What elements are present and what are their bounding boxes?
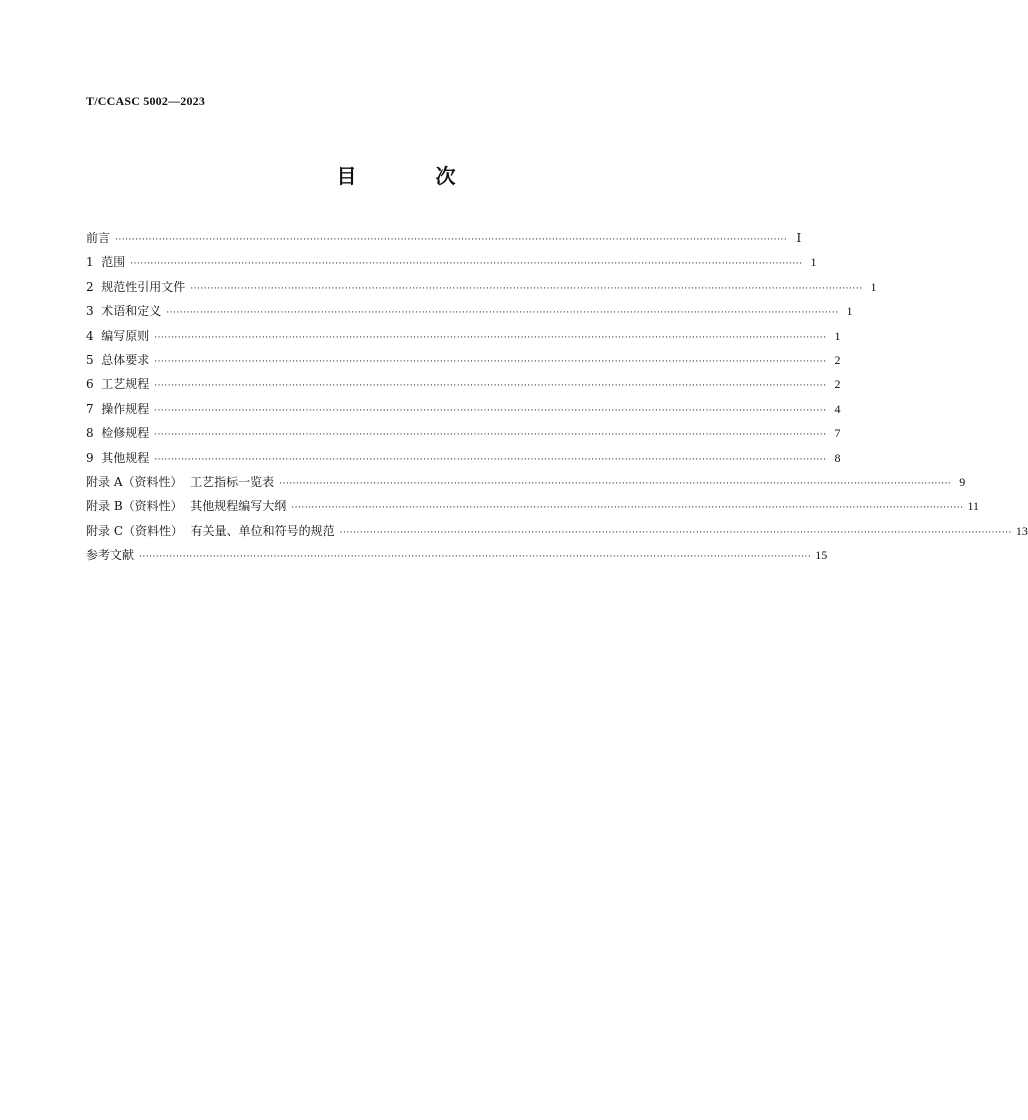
- toc-leader-dots: ········································································································································································································: [139, 552, 812, 563]
- toc-entry-label: 附录 A（资料性） 工艺指标一览表: [86, 474, 275, 489]
- toc-leader-dots: ········································································································································································································: [130, 259, 803, 270]
- toc-entry[interactable]: [86, 397, 841, 421]
- toc-entry-label: 6 工艺规程: [86, 377, 150, 392]
- toc-entry-label: 4 编写原则: [86, 328, 150, 343]
- toc-entry-page: 1: [810, 255, 817, 270]
- toc-leader-dots: ········································································································································································································: [154, 430, 827, 441]
- table-of-contents: [86, 226, 1028, 567]
- toc-entry[interactable]: [86, 494, 979, 518]
- toc-entry-label: 2 规范性引用文件: [86, 279, 186, 294]
- toc-entry-label: 前言: [86, 231, 111, 245]
- toc-entry-label: 附录 B（资料性） 其他规程编写大纲: [86, 499, 287, 514]
- toc-entry-page: 1: [870, 279, 877, 294]
- toc-entry[interactable]: [86, 324, 841, 348]
- toc-leader-dots: ········································································································································································································: [291, 503, 964, 514]
- toc-entry-page: 1: [846, 304, 853, 319]
- toc-entry-page: 1: [834, 328, 841, 343]
- toc-entry-page: 2: [834, 377, 841, 392]
- toc-entry-label: 3 术语和定义: [86, 304, 162, 319]
- toc-entry-label: 5 总体要求: [86, 352, 150, 367]
- toc-leader-dots: ········································································································································································································: [190, 283, 863, 294]
- toc-entry-page: 15: [815, 548, 828, 563]
- toc-entry-label: 9 其他规程: [86, 450, 150, 465]
- toc-entry[interactable]: [86, 421, 841, 445]
- toc-entry[interactable]: [86, 299, 853, 323]
- toc-leader-dots: ········································································································································································································: [154, 356, 827, 367]
- toc-entry-label: 8 检修规程: [86, 426, 150, 441]
- toc-leader-dots: ········································································································································································································: [166, 308, 839, 319]
- toc-entry[interactable]: [86, 446, 841, 470]
- toc-entry[interactable]: [86, 470, 966, 494]
- toc-leader-dots: ········································································································································································································: [154, 454, 827, 465]
- toc-leader-dots: ········································································································································································································: [154, 381, 827, 392]
- toc-entry-page: Ⅰ: [796, 231, 802, 245]
- page-title: 目 次: [336, 164, 492, 188]
- toc-entry-label: 7 操作规程: [86, 401, 150, 416]
- toc-entry-page: 8: [834, 450, 841, 465]
- toc-entry-label: 1 范围: [86, 255, 126, 270]
- toc-leader-dots: ········································································································································································································: [339, 527, 1012, 538]
- toc-entry-page: 9: [959, 474, 966, 489]
- toc-entry-page: 11: [967, 499, 979, 514]
- toc-leader-dots: ········································································································································································································: [154, 332, 827, 343]
- toc-entry-label: 参考文献: [86, 548, 135, 563]
- toc-entry[interactable]: [86, 543, 828, 567]
- toc-leader-dots: ········································································································································································································: [115, 235, 788, 245]
- toc-entry-page: 4: [834, 401, 841, 416]
- standard-code: T/CCASC 5002—2023: [86, 94, 206, 108]
- toc-entry[interactable]: [86, 348, 841, 372]
- toc-entry-label: 附录 C（资料性） 有关量、单位和符号的规范: [86, 523, 335, 538]
- toc-entry-page: 7: [834, 426, 841, 441]
- toc-entry[interactable]: [86, 226, 802, 250]
- toc-entry-page: 13: [1015, 523, 1028, 538]
- toc-leader-dots: ········································································································································································································: [154, 405, 827, 416]
- toc-entry[interactable]: [86, 250, 817, 274]
- toc-leader-dots: ········································································································································································································: [279, 478, 952, 489]
- toc-entry-page: 2: [834, 352, 841, 367]
- toc-entry[interactable]: [86, 519, 1028, 543]
- toc-entry[interactable]: [86, 372, 841, 396]
- toc-entry[interactable]: [86, 275, 877, 299]
